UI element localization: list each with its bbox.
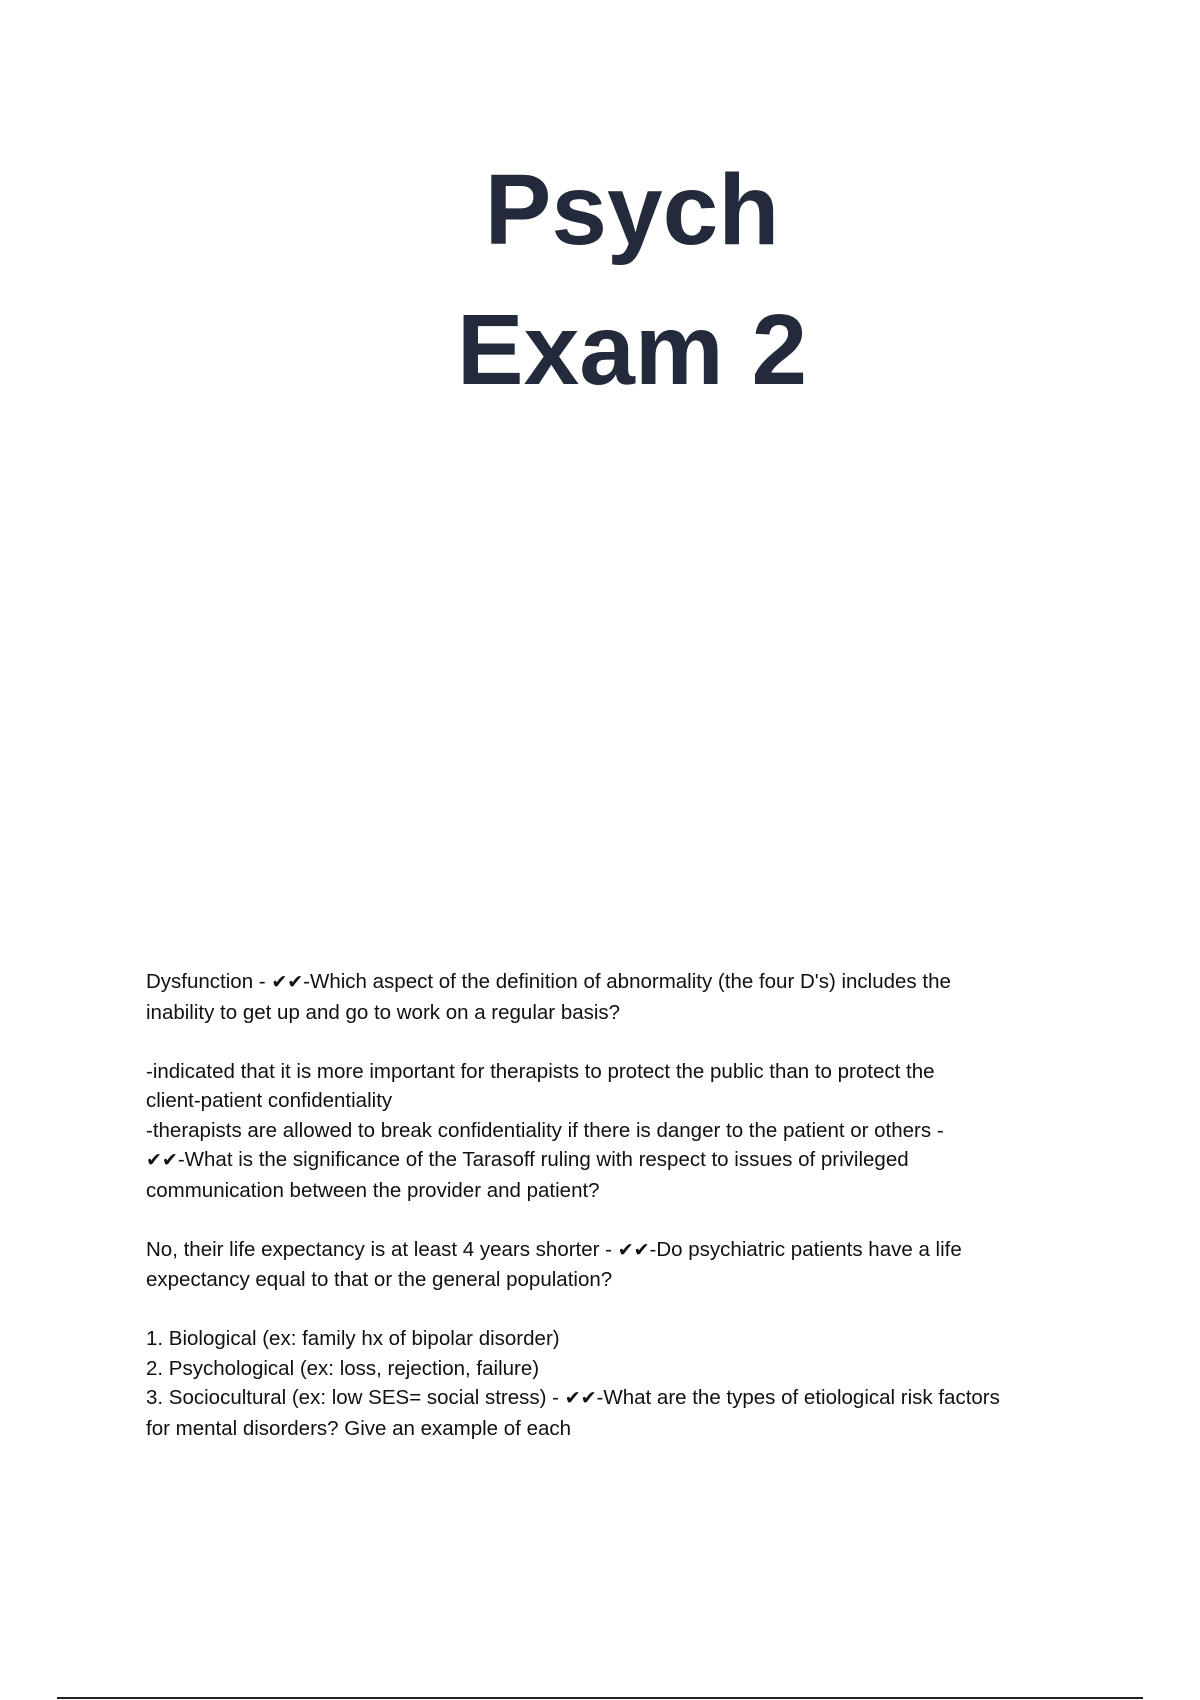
entry-line: -therapists are allowed to break confidentiality if there is danger to the patient or others - — [146, 1118, 944, 1142]
title-line-1: Psych — [484, 154, 780, 266]
flashcard-list — [146, 967, 1086, 1473]
entry-text: Dysfunction - — [146, 970, 272, 993]
entry-line: communication between the provider and patient? — [146, 1178, 600, 1202]
double-check-icon: ✔✔ — [564, 1387, 597, 1409]
entry-line: for mental disorders? Give an example of each — [146, 1416, 572, 1440]
footer-divider — [57, 1697, 1143, 1699]
flashcard-entry — [146, 967, 1086, 1027]
flashcard-entry — [146, 1324, 1086, 1443]
flashcard-entry — [146, 1235, 1086, 1295]
entry-line — [146, 1235, 1086, 1266]
entry-line: 1. Biological (ex: family hx of bipolar disorder) — [146, 1327, 560, 1350]
title-line-2: Exam 2 — [456, 294, 808, 406]
double-check-icon: ✔✔ — [617, 1238, 650, 1261]
entry-text: -What is the significance of the Tarasoff ruling with respect to issues of privileged — [177, 1148, 909, 1171]
entry-line: -indicated that it is more important for therapists to protect the public than to protect the — [146, 1059, 935, 1083]
document-title — [0, 140, 1200, 420]
entry-text: -What are the types of etiological risk factors — [596, 1386, 1000, 1409]
double-check-icon: ✔✔ — [271, 971, 304, 993]
entry-text: -Do psychiatric patients have a life — [649, 1237, 962, 1261]
entry-text: 3. Sociocultural (ex: low SES= social stress) - — [146, 1386, 565, 1409]
entry-line — [146, 1383, 1086, 1414]
entry-line: 2. Psychological (ex: loss, rejection, failure) — [146, 1356, 540, 1380]
entry-line — [146, 1145, 1086, 1176]
entry-line — [146, 967, 1086, 998]
double-check-icon: ✔✔ — [146, 1149, 178, 1171]
entry-line: client-patient confidentiality — [146, 1089, 393, 1112]
entry-line: inability to get up and go to work on a regular basis? — [146, 1000, 621, 1024]
entry-text: -Which aspect of the definition of abnormality (the four D's) includes the — [303, 970, 951, 993]
entry-text: No, their life expectancy is at least 4 years shorter - — [146, 1237, 618, 1261]
flashcard-entry — [146, 1057, 1086, 1206]
entry-line: expectancy equal to that or the general population? — [146, 1268, 613, 1291]
